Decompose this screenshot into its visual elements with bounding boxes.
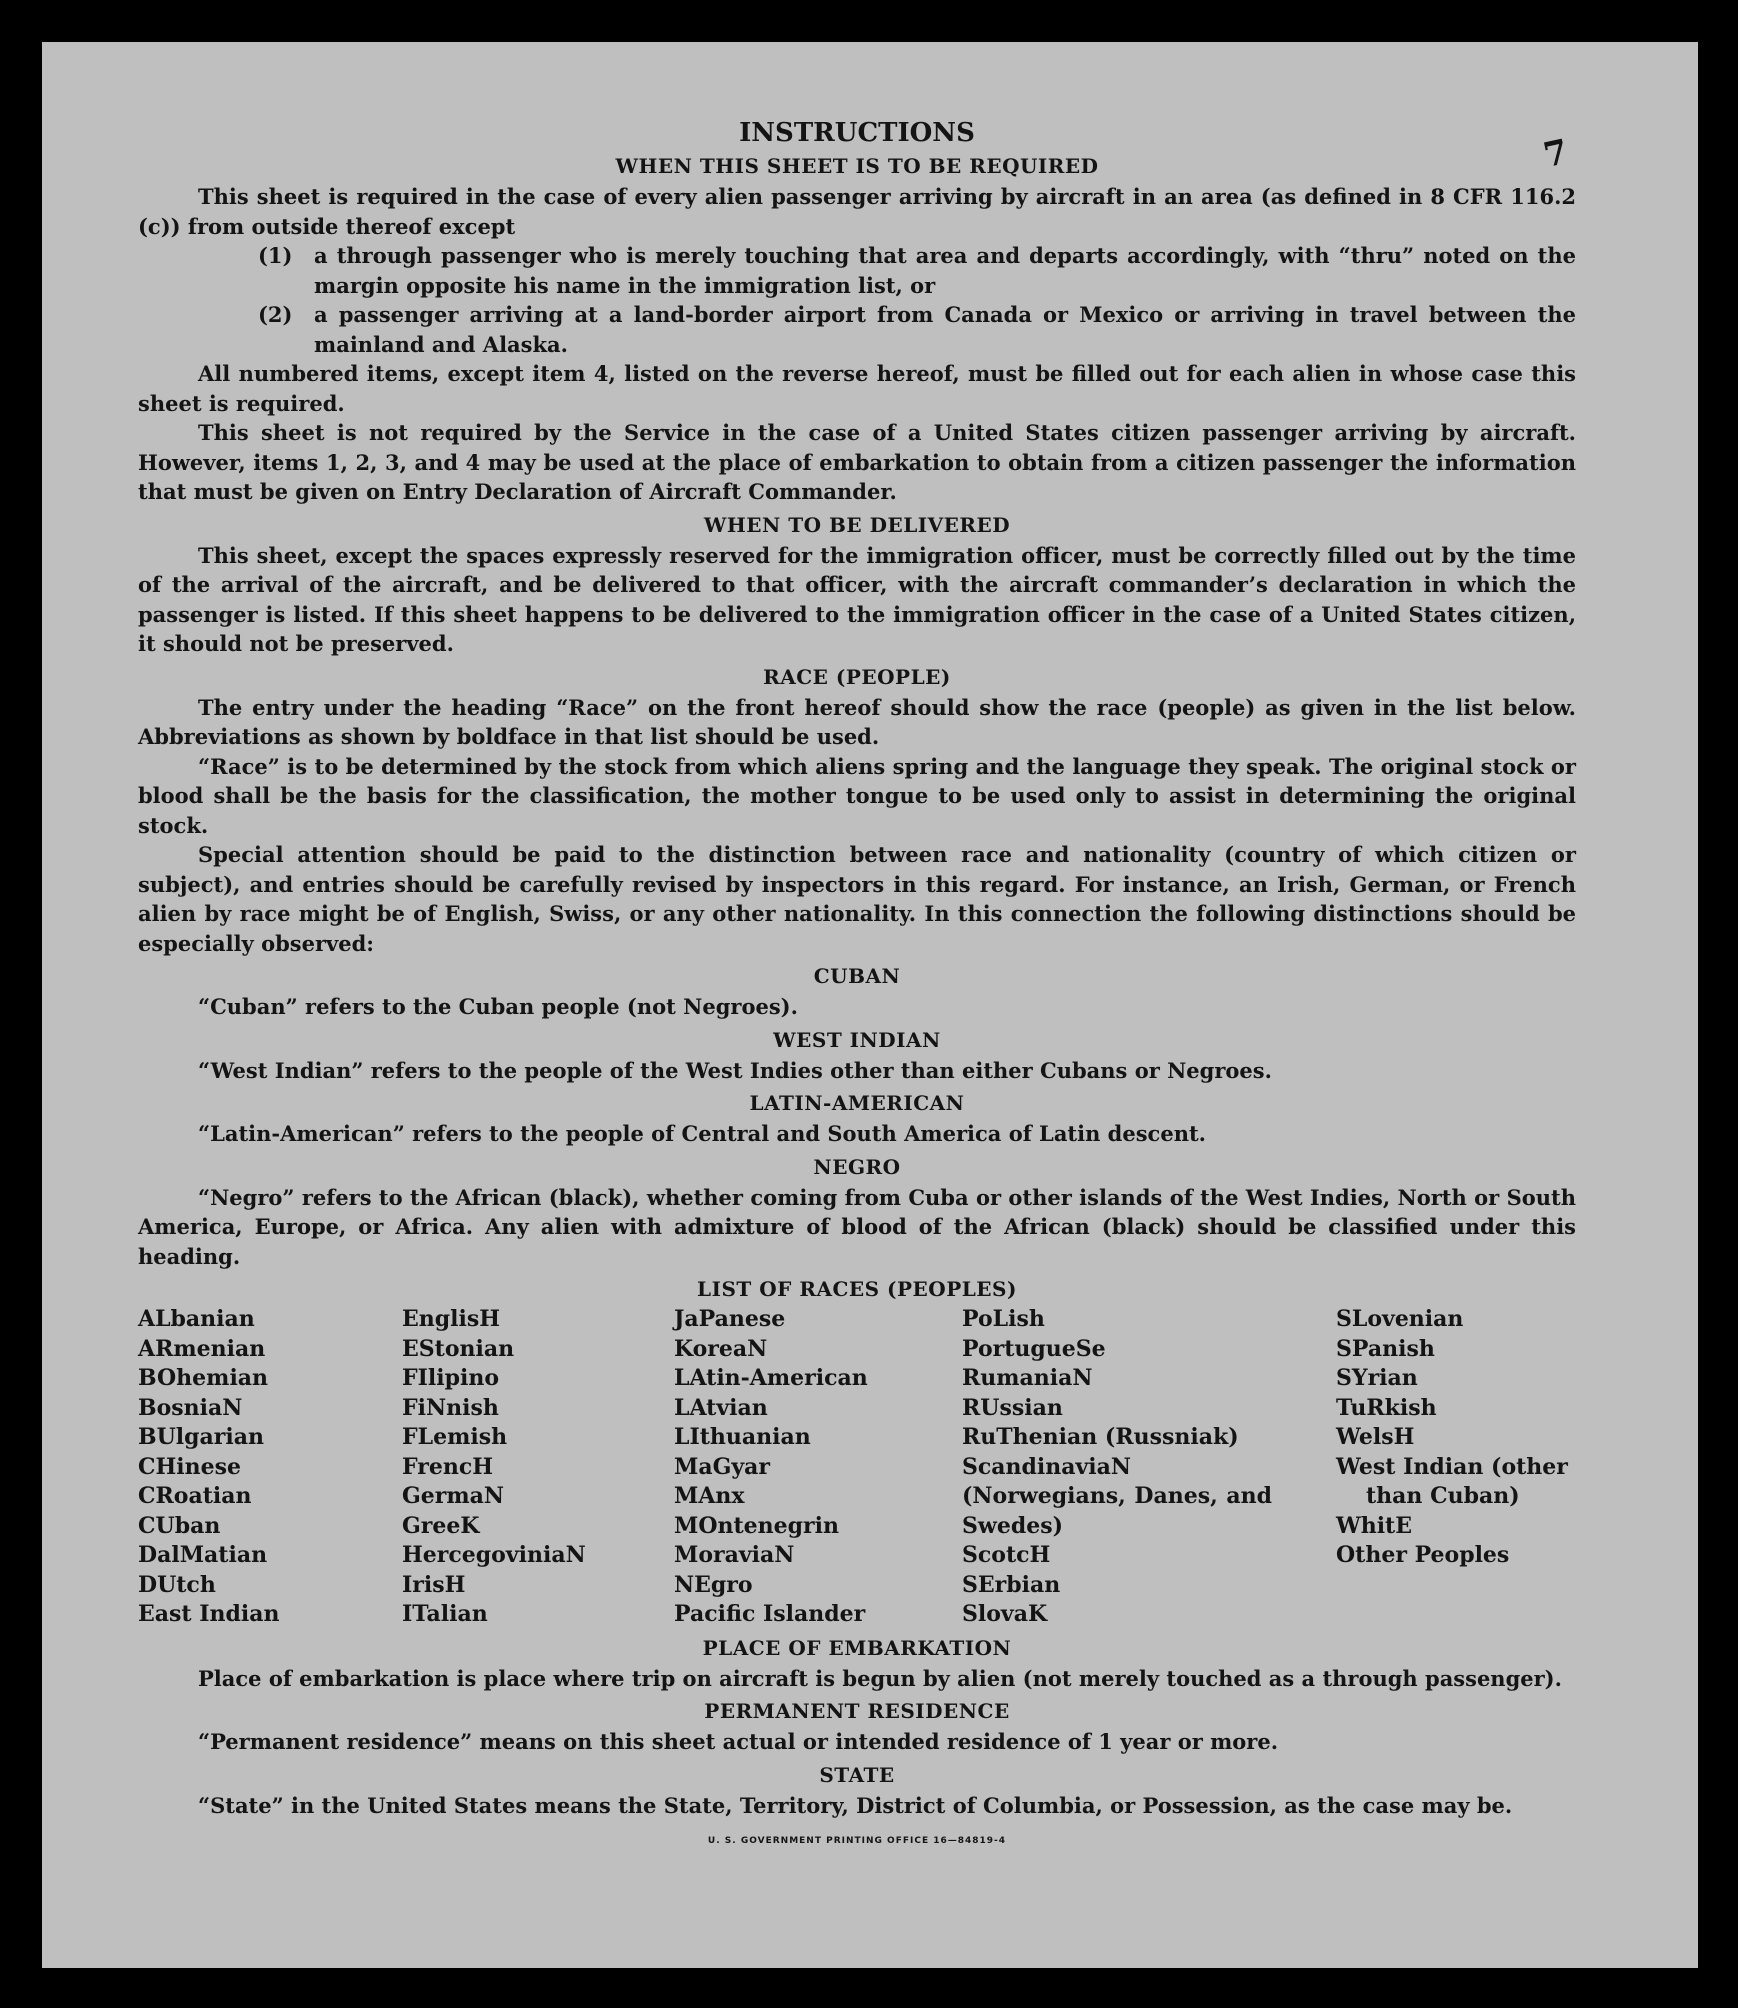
race-item: FLemish bbox=[402, 1424, 508, 1450]
race-item: MoraviaN bbox=[674, 1542, 795, 1568]
race-item: DUtch bbox=[138, 1571, 216, 1598]
exception-item-2 bbox=[138, 300, 1576, 359]
race-item: CRoatian bbox=[138, 1483, 252, 1509]
heading-west-indian: WEST INDIAN bbox=[773, 1027, 941, 1052]
heading-embarkation: PLACE OF EMBARKATION bbox=[702, 1635, 1012, 1660]
race-item: HercegoviniaN bbox=[402, 1542, 586, 1568]
race-item: BosniaN bbox=[138, 1394, 243, 1421]
para-race-2: “Race” is to be determined by the stock from which aliens spring and the language they speak. The original stock or blood shall be the basis for the classification, the mother tongue to be used only to assist in determining the original stock. bbox=[138, 753, 1576, 838]
race-item: East Indian bbox=[138, 1601, 280, 1627]
race-item: MaGyar bbox=[674, 1453, 771, 1480]
exception-text-2: a passenger arriving at a land-border airport from Canada or Mexico or arriving in travel between the mainland and Alaska. bbox=[314, 302, 1576, 357]
race-item: DalMatian bbox=[138, 1542, 268, 1568]
para-required-2: All numbered items, except item 4, listed on the reverse hereof, must be filled out for each alien in whose case this sheet is required. bbox=[138, 361, 1576, 416]
race-item: JaPanese bbox=[674, 1306, 786, 1332]
race-item: BUlgarian bbox=[138, 1424, 264, 1450]
document-sheet bbox=[42, 42, 1698, 1968]
race-item-continued: than Cuban) bbox=[1366, 1483, 1520, 1509]
page-title: INSTRUCTIONS bbox=[739, 118, 975, 148]
race-item: RumaniaN bbox=[962, 1365, 1093, 1391]
race-item: SLovenian bbox=[1336, 1306, 1464, 1332]
race-item: ScotcH bbox=[962, 1542, 1051, 1568]
para-required-1: This sheet is required in the case of every alien passenger arriving by aircraft in an area (as defined in 8 CFR 116.2 (c)) from outside thereof except bbox=[138, 184, 1576, 239]
race-item: SErbian bbox=[962, 1571, 1061, 1598]
race-item: BOhemian bbox=[138, 1365, 269, 1391]
race-item: MOntenegrin bbox=[674, 1512, 839, 1539]
heading-state: STATE bbox=[819, 1762, 895, 1787]
race-item: TuRkish bbox=[1336, 1394, 1437, 1421]
para-embarkation: Place of embarkation is place where trip on aircraft is begun by alien (not merely touched as a through passenger). bbox=[198, 1665, 1562, 1691]
race-item: EnglisH bbox=[402, 1306, 501, 1332]
para-west-indian: “West Indian” refers to the people of the West Indies other than either Cubans or Negroes. bbox=[198, 1057, 1272, 1083]
race-column-5 bbox=[1336, 1305, 1590, 1630]
printing-office-footer: U. S. GOVERNMENT PRINTING OFFICE 16—84819-4 bbox=[707, 1836, 1007, 1846]
race-item: ALbanian bbox=[138, 1306, 255, 1332]
race-item: SPanish bbox=[1336, 1335, 1435, 1362]
para-permanent-residence: “Permanent residence” means on this sheet actual or intended residence of 1 year or more. bbox=[198, 1729, 1279, 1754]
exceptions-list bbox=[138, 241, 1576, 359]
race-item: PoLish bbox=[962, 1306, 1045, 1332]
race-item: FrencH bbox=[402, 1453, 493, 1480]
para-race-1: The entry under the heading “Race” on the front hereof should show the race (people) as given in the list below. Abbreviations as shown by boldface in that list should be used. bbox=[138, 694, 1576, 749]
race-item: LAtin-American bbox=[674, 1365, 868, 1391]
race-item: RUssian bbox=[962, 1394, 1063, 1421]
heading-latin-american: LATIN-AMERICAN bbox=[749, 1091, 965, 1115]
race-item: SYrian bbox=[1336, 1365, 1418, 1391]
para-state: “State” in the United States means the State, Territory, District of Columbia, or Possession, as the case may be. bbox=[198, 1792, 1513, 1818]
race-item: NEgro bbox=[674, 1571, 753, 1598]
para-negro: “Negro” refers to the African (black), whether coming from Cuba or other islands of the West Indies, North or South America, Europe, or Africa. Any alien with admixture of blood of the African (black) should be classified under this heading. bbox=[138, 1184, 1576, 1269]
para-required-3: This sheet is not required by the Service in the case of a United States citizen passenger arriving by aircraft. However, items 1, 2, 3, and 4 may be used at the place of embarkation to obtain from a citizen passenger the information that must be given on Entry Declaration of Aircraft Commander. bbox=[138, 420, 1576, 504]
race-item: MAnx bbox=[674, 1483, 745, 1509]
race-item: ScandinaviaN (Norwegians, Danes, and Swedes) bbox=[962, 1453, 1272, 1539]
race-item: LAtvian bbox=[674, 1394, 768, 1421]
race-column-3 bbox=[674, 1305, 962, 1630]
race-item: CUban bbox=[138, 1512, 221, 1539]
para-cuban: “Cuban” refers to the Cuban people (not Negroes). bbox=[198, 994, 798, 1019]
exception-number-1: (1) bbox=[258, 243, 293, 268]
exception-number-2: (2) bbox=[258, 302, 293, 327]
page-mark: 7 bbox=[1540, 131, 1572, 177]
heading-permanent-residence: PERMANENT RESIDENCE bbox=[704, 1699, 1010, 1723]
race-item: PortugueSe bbox=[962, 1335, 1106, 1362]
heading-when-delivered: WHEN TO BE DELIVERED bbox=[703, 512, 1011, 537]
race-column-2 bbox=[402, 1305, 674, 1630]
race-item: ITalian bbox=[402, 1601, 488, 1627]
heading-list-of-races: LIST OF RACES (PEOPLES) bbox=[697, 1277, 1017, 1301]
race-item: FiNnish bbox=[402, 1394, 499, 1421]
race-column-4 bbox=[962, 1305, 1336, 1630]
heading-race: RACE (PEOPLE) bbox=[763, 664, 951, 689]
race-item: FIlipino bbox=[402, 1365, 500, 1391]
race-item: RuThenian (Russniak) bbox=[962, 1424, 1239, 1450]
race-item: CHinese bbox=[138, 1453, 242, 1480]
race-item: EStonian bbox=[402, 1335, 515, 1362]
race-item: Pacific Islander bbox=[674, 1601, 866, 1627]
para-race-3: Special attention should be paid to the distinction between race and nationality (country of which citizen or subject), and entries should be carefully revised by inspectors in this regard. For instance, an Irish, German, or French alien by race might be of English, Swiss, or any other nationality. In this connection the following distinctions should be especially observed: bbox=[138, 842, 1576, 956]
race-item: GreeK bbox=[402, 1512, 480, 1539]
para-delivered-1: This sheet, except the spaces expressly reserved for the immigration officer, must be correctly filled out by the time of the arrival of the aircraft, and be delivered to that officer, with the aircraft commander’s declaration in which the passenger is listed. If this sheet happens to be delivered to the immigration officer in the case of a United States citizen, it should not be preserved. bbox=[138, 542, 1576, 656]
heading-cuban: CUBAN bbox=[813, 964, 901, 988]
race-item: West Indian (other bbox=[1336, 1453, 1568, 1480]
heading-when-required: WHEN THIS SHEET IS TO BE REQUIRED bbox=[615, 154, 1099, 178]
exception-text-1: a through passenger who is merely touching that area and departs accordingly, with “thru” noted on the margin opposite his name in the immigration list, or bbox=[314, 243, 1576, 298]
race-item: SlovaK bbox=[962, 1601, 1048, 1627]
race-item: WelsH bbox=[1336, 1424, 1415, 1450]
race-item: KoreaN bbox=[674, 1335, 768, 1362]
race-item: LIthuanian bbox=[674, 1424, 811, 1450]
race-item: WhitE bbox=[1336, 1512, 1412, 1539]
race-item: GermaN bbox=[402, 1483, 505, 1509]
heading-negro: NEGRO bbox=[813, 1154, 901, 1179]
race-item: Other Peoples bbox=[1336, 1542, 1510, 1568]
race-item: IrisH bbox=[402, 1571, 466, 1598]
exception-item-1 bbox=[138, 241, 1576, 300]
para-latin-american: “Latin-American” refers to the people of Central and South America of Latin descent. bbox=[198, 1121, 1206, 1146]
races-list bbox=[138, 1305, 1576, 1630]
race-item: ARmenian bbox=[138, 1335, 266, 1362]
race-column-1 bbox=[138, 1305, 402, 1630]
